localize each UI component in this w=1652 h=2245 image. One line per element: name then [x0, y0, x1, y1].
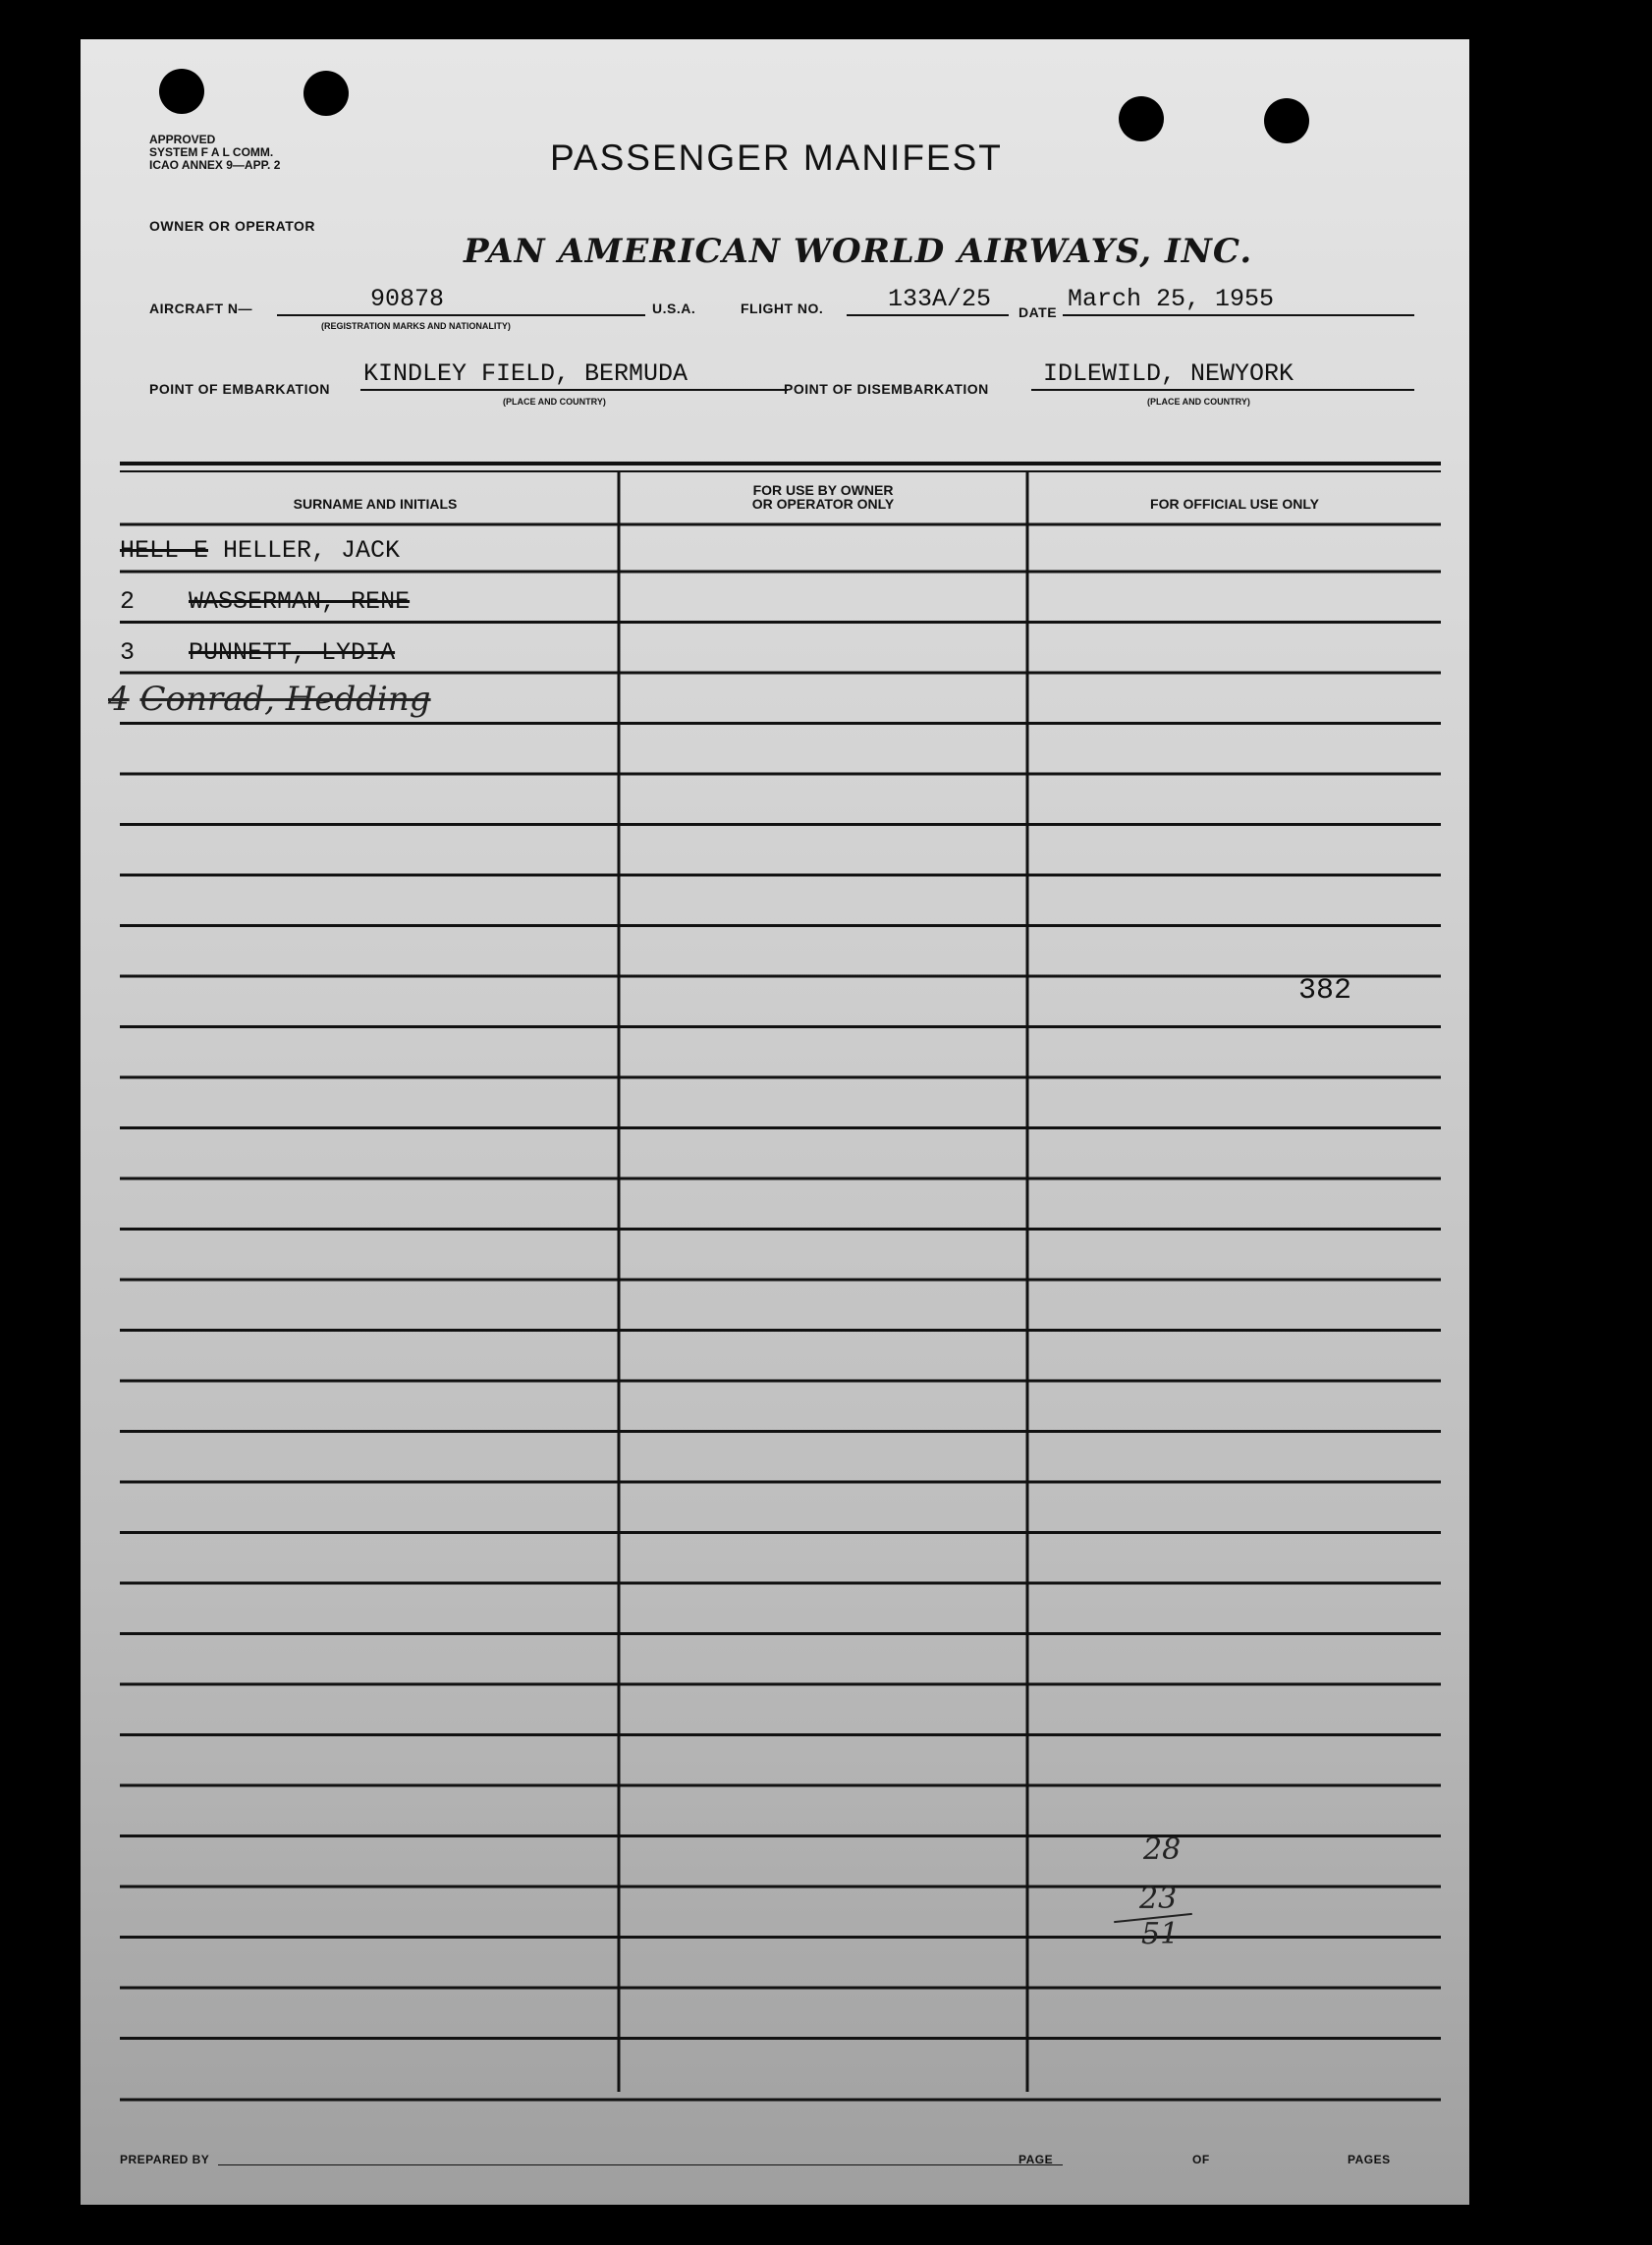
aircraft-caption: (REGISTRATION MARKS AND NATIONALITY) [321, 321, 511, 331]
passenger-name: Conrad, Hedding [139, 680, 431, 719]
disembarkation-caption: (PLACE AND COUNTRY) [1147, 397, 1250, 407]
tally-c: 51 [1141, 1917, 1180, 1951]
flight-value: 133A/25 [888, 285, 992, 313]
embarkation-label: POINT OF EMBARKATION [149, 381, 330, 397]
aircraft-label: AIRCRAFT N— [149, 301, 253, 316]
nationality-label: U.S.A. [652, 301, 696, 316]
tally-a: 28 [1143, 1833, 1182, 1867]
aircraft-value: 90878 [370, 285, 445, 313]
stamp-number: 382 [1298, 974, 1352, 1008]
embarkation-caption: (PLACE AND COUNTRY) [503, 397, 606, 407]
tally-b: 23 [1139, 1882, 1178, 1916]
column-header-owner-use-2: OR OPERATOR ONLY [751, 496, 895, 512]
column-header-official-use: FOR OFFICIAL USE ONLY [1150, 496, 1319, 512]
passenger-number: 3 [120, 638, 136, 667]
manifest-grid [81, 39, 1469, 2205]
disembarkation-value: IDLEWILD, NEWYORK [1043, 359, 1294, 388]
struck-prefix: HELL E [120, 536, 209, 565]
passenger-number: 4 [108, 680, 130, 719]
footer-pages: PAGES [1348, 2153, 1391, 2166]
manifest-sheet [81, 39, 1469, 2205]
passenger-name: PUNNETT, LYDIA [189, 638, 396, 667]
flight-label: FLIGHT NO. [741, 301, 824, 316]
column-header-owner-use-1: FOR USE BY OWNER [752, 482, 894, 498]
passenger-name: HELLER, JACK [223, 536, 401, 565]
disembarkation-label: POINT OF DISEMBARKATION [784, 381, 989, 397]
approval-line-2: SYSTEM F A L COMM. [149, 145, 274, 159]
passenger-row-2 [120, 587, 410, 616]
passenger-number: 2 [120, 587, 136, 616]
passenger-row-1 [120, 536, 400, 565]
footer-of: OF [1192, 2153, 1210, 2166]
footer-page: PAGE [1019, 2153, 1054, 2166]
footer-prepared-underline [218, 2164, 1063, 2165]
approval-line-1: APPROVED [149, 133, 216, 146]
date-label: DATE [1019, 304, 1058, 320]
passenger-name: WASSERMAN, RENE [189, 587, 411, 616]
embarkation-value: KINDLEY FIELD, BERMUDA [363, 359, 688, 388]
owner-label: OWNER OR OPERATOR [149, 218, 315, 234]
column-header-owner-use [631, 483, 1016, 511]
column-header-surname: SURNAME AND INITIALS [293, 496, 458, 512]
passenger-row-3 [120, 638, 395, 667]
footer-prepared-by: PREPARED BY [120, 2153, 210, 2166]
page-title: PASSENGER MANIFEST [550, 137, 1003, 178]
date-value: March 25, 1955 [1068, 285, 1275, 313]
company-name: PAN AMERICAN WORLD AIRWAYS, INC. [464, 232, 1253, 271]
approval-line-3: ICAO ANNEX 9—APP. 2 [149, 158, 281, 172]
passenger-row-4 [108, 680, 431, 719]
